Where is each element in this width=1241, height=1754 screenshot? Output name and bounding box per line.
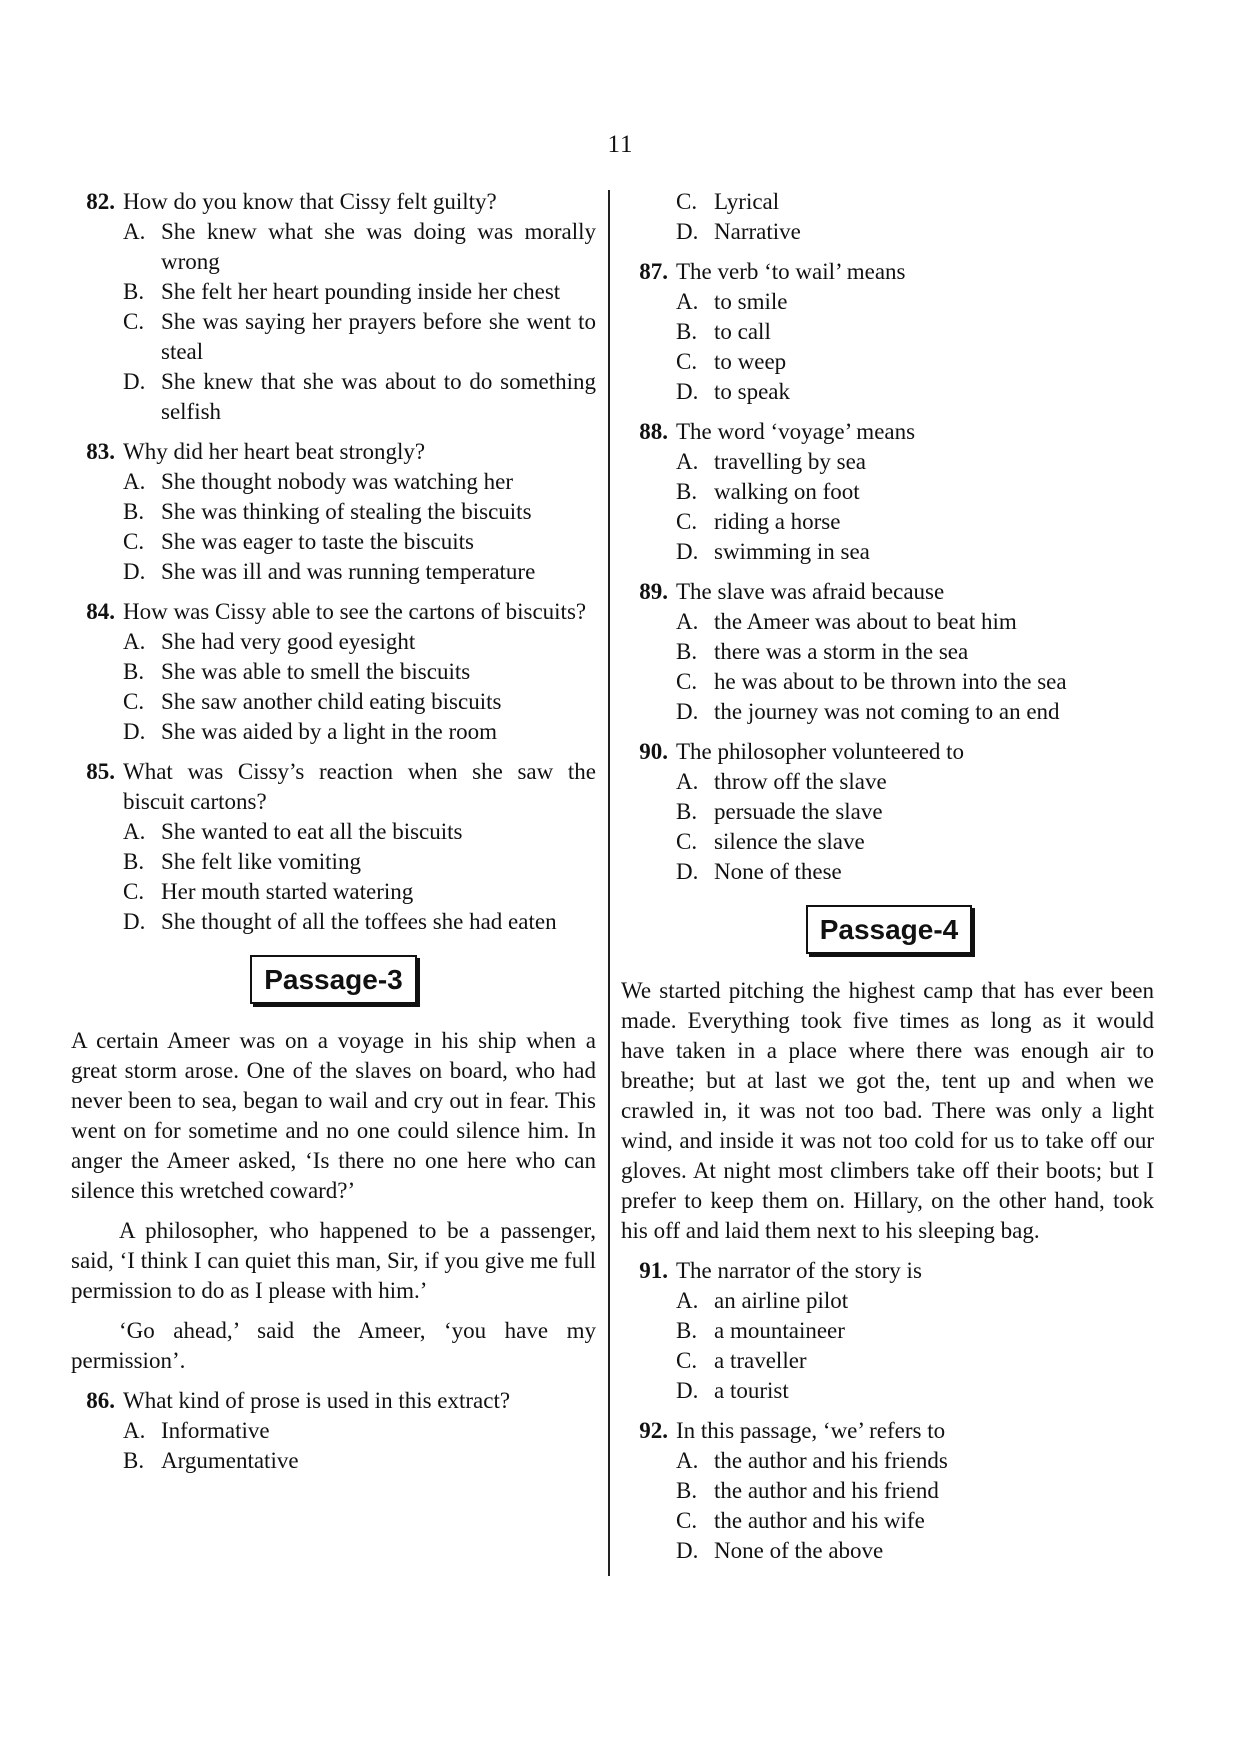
answer-option (123, 1416, 596, 1446)
option-text: She knew that she was about to do something selfish (161, 369, 596, 424)
answer-option (676, 637, 1154, 667)
question-item (624, 257, 1154, 407)
passage-4-heading-wrap (624, 905, 1154, 954)
option-letter: C. (676, 189, 698, 214)
question-item (624, 417, 1154, 567)
option-text: Informative (161, 1418, 270, 1443)
option-text: None of the above (714, 1538, 884, 1563)
option-text: Argumentative (161, 1448, 299, 1473)
option-letter: A. (676, 1288, 699, 1313)
question-body (676, 417, 1154, 567)
option-text: She thought nobody was watching her (161, 469, 513, 494)
question-number: 82. (86, 189, 115, 214)
option-letter: A. (676, 449, 699, 474)
option-list (123, 627, 596, 747)
option-text: She was thinking of stealing the biscuits (161, 499, 532, 524)
answer-option (676, 287, 1154, 317)
answer-option (123, 467, 596, 497)
question-item (71, 437, 596, 587)
option-text: None of these (714, 859, 842, 884)
option-list (123, 467, 596, 587)
option-letter: D. (123, 719, 146, 744)
option-text: Narrative (714, 219, 801, 244)
answer-option (676, 187, 1154, 217)
option-text: to weep (714, 349, 787, 374)
answer-option (676, 537, 1154, 567)
option-list (123, 217, 596, 427)
answer-option (676, 607, 1154, 637)
option-letter: C. (123, 529, 145, 554)
answer-option (123, 527, 596, 557)
question-text: The narrator of the story is (676, 1258, 922, 1283)
answer-option (123, 557, 596, 587)
answer-option (676, 667, 1154, 697)
question-number: 83. (86, 439, 115, 464)
option-text: She wanted to eat all the biscuits (161, 819, 463, 844)
answer-option (676, 857, 1154, 887)
answer-option (676, 1316, 1154, 1346)
question-list (624, 257, 1154, 887)
question-number: 88. (639, 419, 668, 444)
answer-option (123, 307, 596, 367)
option-text: swimming in sea (714, 539, 870, 564)
answer-option (676, 477, 1154, 507)
option-list (676, 1286, 1154, 1406)
option-text: She was ill and was running temperature (161, 559, 536, 584)
option-list (676, 767, 1154, 887)
question-86 (71, 1386, 596, 1476)
option-letter: A. (676, 1448, 699, 1473)
column-divider (608, 190, 610, 1576)
option-letter: B. (123, 1448, 145, 1473)
option-letter: B. (676, 319, 698, 344)
question-number: 84. (86, 599, 115, 624)
option-letter: A. (123, 819, 146, 844)
answer-option (123, 717, 596, 747)
passage-3-heading-wrap (71, 955, 596, 1004)
question-text: How was Cissy able to see the cartons of biscuits? (123, 599, 587, 624)
option-letter: C. (676, 509, 698, 534)
option-letter: A. (676, 609, 699, 634)
answer-option (123, 877, 596, 907)
question-item (71, 187, 596, 427)
answer-option (676, 1286, 1154, 1316)
option-text: to smile (714, 289, 788, 314)
option-letter: D. (676, 1378, 699, 1403)
option-letter: B. (676, 799, 698, 824)
option-letter: C. (123, 689, 145, 714)
option-list (676, 607, 1154, 727)
answer-option (676, 1536, 1154, 1566)
answer-option (123, 497, 596, 527)
question-86-continued (624, 187, 1154, 247)
question-text: The verb ‘to wail’ means (676, 259, 906, 284)
answer-option (676, 347, 1154, 377)
question-body (676, 737, 1154, 887)
answer-option (676, 317, 1154, 347)
question-list (71, 187, 596, 937)
option-text: a traveller (714, 1348, 807, 1373)
option-text: silence the slave (714, 829, 865, 854)
question-item (624, 1256, 1154, 1406)
question-item (624, 577, 1154, 727)
answer-option (676, 697, 1154, 727)
option-list (676, 447, 1154, 567)
option-text: the author and his wife (714, 1508, 925, 1533)
question-text: The philosopher volunteered to (676, 739, 965, 764)
option-letter: C. (676, 1348, 698, 1373)
question-body (123, 757, 596, 937)
answer-option (123, 367, 596, 427)
passage-4-paragraph: We started pitching the highest camp that has ever been made. Everything took five times as long as it would have taken in a place where there was enough air to breathe; but at last we got the, tent up and when we crawled in, it was not too bad. There was only a light wind, and inside it was not too cold for us to take off our gloves. At night most climbers take off their boots; but I prefer to keep them on. Hillary, on the other hand, took his off and laid them next to his sleeping bag. (621, 978, 1154, 1243)
option-text: She felt her heart pounding inside her chest (161, 279, 561, 304)
option-text: She saw another child eating biscuits (161, 689, 502, 714)
answer-option (123, 277, 596, 307)
option-letter: D. (676, 219, 699, 244)
answer-option (676, 1446, 1154, 1476)
option-text: She was aided by a light in the room (161, 719, 497, 744)
question-body (676, 257, 1154, 407)
option-letter: D. (123, 559, 146, 584)
passage-3-heading: Passage-3 (250, 955, 417, 1004)
option-letter: C. (676, 669, 698, 694)
option-text: She felt like vomiting (161, 849, 361, 874)
option-letter: B. (123, 659, 145, 684)
passage-3-paragraph: ‘Go ahead,’ said the Ameer, ‘you have my permission’. (71, 1318, 596, 1373)
passage-3-text (71, 1026, 596, 1376)
answer-option (676, 507, 1154, 537)
answer-option (123, 657, 596, 687)
question-number-blank (624, 187, 676, 247)
answer-option (676, 767, 1154, 797)
option-text: persuade the slave (714, 799, 883, 824)
question-text: How do you know that Cissy felt guilty? (123, 189, 497, 214)
question-number: 86. (86, 1388, 115, 1413)
option-text: an airline pilot (714, 1288, 849, 1313)
question-text: The slave was afraid because (676, 579, 945, 604)
option-letter: A. (123, 469, 146, 494)
question-item (624, 1416, 1154, 1566)
question-body (123, 597, 596, 747)
question-body (676, 1416, 1154, 1566)
option-list (676, 1446, 1154, 1566)
option-text: the Ameer was about to beat him (714, 609, 1017, 634)
option-letter: B. (123, 499, 145, 524)
answer-option (676, 447, 1154, 477)
option-letter: D. (676, 859, 699, 884)
left-column (71, 187, 596, 1486)
option-letter: A. (123, 1418, 146, 1443)
option-text: She thought of all the toffees she had eaten (161, 909, 557, 934)
answer-option (676, 1376, 1154, 1406)
option-letter: A. (123, 629, 146, 654)
answer-option (123, 687, 596, 717)
option-letter: B. (676, 479, 698, 504)
answer-option (123, 907, 596, 937)
option-letter: A. (676, 289, 699, 314)
option-letter: C. (676, 1508, 698, 1533)
option-letter: D. (676, 1538, 699, 1563)
question-number: 89. (639, 579, 668, 604)
option-text: riding a horse (714, 509, 841, 534)
option-text: to speak (714, 379, 791, 404)
option-text: She knew what she was doing was morally wrong (161, 219, 596, 274)
option-letter: B. (676, 1478, 698, 1503)
answer-option (676, 377, 1154, 407)
option-letter: A. (676, 769, 699, 794)
option-text: Lyrical (714, 189, 780, 214)
option-letter: D. (123, 909, 146, 934)
answer-option (123, 817, 596, 847)
question-number: 92. (639, 1418, 668, 1443)
option-text: She was eager to taste the biscuits (161, 529, 474, 554)
option-letter: C. (123, 879, 145, 904)
option-letter: C. (123, 309, 145, 334)
option-text: he was about to be thrown into the sea (714, 669, 1067, 694)
option-letter: B. (123, 849, 145, 874)
answer-option (123, 1446, 596, 1476)
question-number: 91. (639, 1258, 668, 1283)
option-text: She had very good eyesight (161, 629, 416, 654)
option-letter: D. (676, 699, 699, 724)
option-text: the author and his friend (714, 1478, 939, 1503)
option-letter: C. (676, 829, 698, 854)
option-list (676, 287, 1154, 407)
option-text: She was saying her prayers before she went to steal (161, 309, 596, 364)
option-letter: B. (676, 1318, 698, 1343)
option-text: to call (714, 319, 771, 344)
option-text: there was a storm in the sea (714, 639, 969, 664)
option-text: a mountaineer (714, 1318, 845, 1343)
question-text: In this passage, ‘we’ refers to (676, 1418, 946, 1443)
question-body (123, 437, 596, 587)
option-letter: D. (676, 539, 699, 564)
question-body (123, 1386, 596, 1476)
question-body (123, 187, 596, 427)
passage-3-paragraph: A certain Ameer was on a voyage in his ship when a great storm arose. One of the slaves on board, who had never been to sea, began to wail and cry out in fear. This went on for sometime and no one could silence him. In anger the Ameer asked, ‘Is there no one here who can silence this wretched coward?’ (71, 1028, 596, 1203)
option-letter: B. (676, 639, 698, 664)
question-text: Why did her heart beat strongly? (123, 439, 426, 464)
option-text: travelling by sea (714, 449, 867, 474)
right-column (621, 187, 1154, 1576)
option-letter: D. (676, 379, 699, 404)
answer-option (676, 797, 1154, 827)
page-number: 11 (607, 131, 634, 158)
answer-option (676, 1346, 1154, 1376)
question-text: What was Cissy’s reaction when she saw the biscuit cartons? (123, 759, 596, 814)
answer-option (676, 1506, 1154, 1536)
option-letter: B. (123, 279, 145, 304)
option-text: the author and his friends (714, 1448, 948, 1473)
question-number: 90. (639, 739, 668, 764)
option-list (123, 817, 596, 937)
option-text: She was able to smell the biscuits (161, 659, 471, 684)
option-text: walking on foot (714, 479, 860, 504)
option-text: throw off the slave (714, 769, 887, 794)
option-text: a tourist (714, 1378, 789, 1403)
option-text: Her mouth started watering (161, 879, 414, 904)
question-item (71, 597, 596, 747)
passage-3-paragraph: A philosopher, who happened to be a passenger, said, ‘I think I can quiet this man, Sir, if you give me full permission to do as I please with him.’ (71, 1218, 596, 1303)
question-item (624, 737, 1154, 887)
answer-option (676, 1476, 1154, 1506)
question-text: What kind of prose is used in this extract? (123, 1388, 511, 1413)
option-list (123, 1416, 596, 1476)
question-number: 85. (86, 759, 115, 784)
question-number: 87. (639, 259, 668, 284)
answer-option (123, 217, 596, 277)
question-list (624, 1256, 1154, 1566)
answer-option (676, 217, 1154, 247)
option-list (676, 187, 1154, 247)
option-letter: C. (676, 349, 698, 374)
option-text: the journey was not coming to an end (714, 699, 1060, 724)
answer-option (123, 847, 596, 877)
option-letter: D. (123, 369, 146, 394)
answer-option (123, 627, 596, 657)
question-text: The word ‘voyage’ means (676, 419, 916, 444)
question-body (676, 1256, 1154, 1406)
question-body (676, 577, 1154, 727)
answer-option (676, 827, 1154, 857)
question-item (71, 757, 596, 937)
passage-4-heading: Passage-4 (806, 905, 973, 954)
option-letter: A. (123, 219, 146, 244)
